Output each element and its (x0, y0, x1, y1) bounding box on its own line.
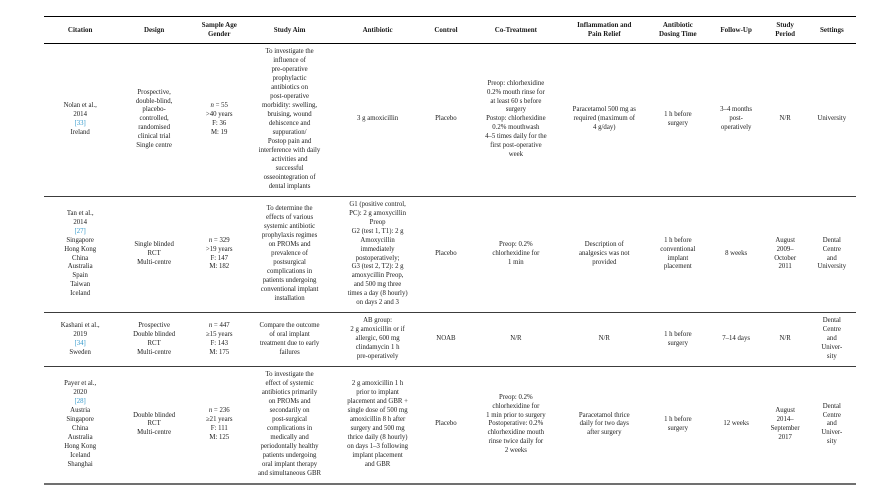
cell-design: Double blinded RCT Multi-centre (133, 411, 176, 437)
cell-pain: Description of analgesics was not provided (562, 196, 646, 313)
cell-cotreat: Preop: 0.2% chlorhexidine for 1 min (469, 196, 562, 313)
table-header-row (44, 17, 856, 44)
cell-citation: Kashani et al., 2019 [34] Sweden (44, 313, 116, 367)
cell-aim: To investigate the effect of systemic antibiotics primarily on PROMs and secondarily on post-surgical complications in medically and periodontally healthy patients undergoing oral implant therapy and simultaneous GBR (258, 371, 322, 477)
cell-sample: n = 447 ≥15 years F: 143 M: 175 (192, 313, 247, 367)
column-header-dosing: Antibiotic Dosing Time (646, 17, 710, 44)
cell-aim: Compare the outcome of oral implant treatment due to early failures (247, 313, 333, 367)
cell-sample: n = 236 ≥21 years F: 111 M: 125 (205, 407, 233, 441)
cell-dosing: 1 h before surgery (664, 416, 692, 432)
column-header-antibiotic: Antibiotic (333, 17, 423, 44)
cell-period: August 2009– October 2011 (763, 196, 808, 313)
cell-pain: Paracetamol thrice daily for two days after surgery (578, 411, 630, 437)
cell-antibiotic: G1 (positive control, PC): 2 g amoxycillin Preop G2 (test 1, T1): 2 g Amoxycillin immediately postoperatively; G3 (test 2, T2): 2 g amoxycillin Preop, and 500 mg three times a day (8 hourly) on days 2 and 3 (333, 196, 423, 313)
cell-design: Single blinded RCT Multi-centre (116, 196, 192, 313)
sample-size-n: n (208, 236, 213, 244)
table-row (44, 44, 856, 197)
citation-ref-link[interactable]: [27] (74, 227, 86, 235)
cell-aim: To investigate the influence of pre-operative prophylactic antibiotics on post-operative morbidity: swelling, bruising, wound dehiscence and suppuration/ Postop pain and interference with daily activities and successful osseointegration of dental implants (247, 44, 333, 197)
column-header-aim: Study Aim (247, 17, 333, 44)
cell-period: N/R (763, 313, 808, 367)
cell-cotreat: Preop: chlorhexidine 0.2% mouth rinse for at least 60 s before surgery Postop: chlorhexidine 0.2% mouthwash 4–5 times daily for the first post-operative week (469, 44, 562, 197)
cell-control: Placebo (423, 196, 470, 313)
cell-pain: Paracetamol 500 mg as required (maximum of 4 g/day) (562, 44, 646, 197)
cell-antibiotic: 3 g amoxicillin (333, 44, 423, 197)
column-header-cotreat: Co-Treatment (469, 17, 562, 44)
cell-settings: Dental Centre and University (808, 196, 856, 313)
study-characteristics-table (44, 16, 856, 485)
cell-period: August 2014– September 2017 (770, 407, 800, 441)
cell-settings: Dental Centre and Univer- sity (821, 402, 843, 446)
cell-settings: University (808, 44, 856, 197)
cell-sample: n = 55 >40 years F: 36 M: 19 (192, 44, 247, 197)
cell-aim: To determine the effects of various systemic antibiotic prophylaxis regimes on PROMs and prevalence of postsurgical complications in patients undergoing conventional implant installation (247, 196, 333, 313)
column-header-control: Control (423, 17, 470, 44)
cell-period: N/R (763, 44, 808, 197)
sample-size-n: n (208, 407, 213, 415)
cell-citation: Nolan et al., 2014 [33] Ireland (44, 44, 116, 197)
citation-ref-link[interactable]: [28] (74, 398, 86, 406)
cell-cotreat: N/R (469, 313, 562, 367)
cell-control: NOAB (423, 313, 470, 367)
column-header-citation: Citation (44, 17, 116, 44)
cell-dosing: 1 h before conventional implant placement (646, 196, 710, 313)
column-header-period: Study Period (763, 17, 808, 44)
cell-followup: 12 weeks (723, 420, 749, 428)
table-row (44, 367, 856, 484)
cell-control: Placebo (423, 44, 470, 197)
table-row (44, 313, 856, 367)
column-header-pain: Inflammation and Pain Relief (562, 17, 646, 44)
column-header-sample: Sample Age Gender (192, 17, 247, 44)
cell-followup: 7–14 days (710, 313, 763, 367)
cell-citation: Tan et al., 2014 [27] Singapore Hong Kong China Australia Spain Taiwan Iceland (44, 196, 116, 313)
cell-antibiotic: AB group: 2 g amoxicillin or if allergic, 600 mg clindamycin 1 h pre-operatively (333, 313, 423, 367)
column-header-design: Design (116, 17, 192, 44)
column-header-followup: Follow-Up (710, 17, 763, 44)
sample-size-n: n (210, 102, 214, 109)
cell-control: Placebo (435, 420, 457, 428)
table-row (44, 196, 856, 313)
column-header-settings: Settings (808, 17, 856, 44)
cell-pain: N/R (562, 313, 646, 367)
citation-ref-link[interactable]: [34] (74, 339, 86, 347)
cell-dosing: 1 h before surgery (646, 313, 710, 367)
sample-size-n: n (208, 321, 213, 329)
cell-followup: 8 weeks (710, 196, 763, 313)
citation-ref-link[interactable]: [33] (74, 119, 86, 127)
cell-antibiotic: 2 g amoxicillin 1 h prior to implant placement and GBR + single dose of 500 mg amoxicillin 8 h after surgery and 500 mg thrice daily (8 hourly) on days 1–3 following implant placement and GBR (347, 380, 409, 468)
cell-settings: Dental Centre and Univer- sity (808, 313, 856, 367)
cell-dosing: 1 h before surgery (646, 44, 710, 197)
cell-design: Prospective Double blinded RCT Multi-centre (116, 313, 192, 367)
cell-citation: Payer et al., 2020 [28] Austria Singapore China Australia Hong Kong Iceland Shanghai (64, 380, 97, 468)
cell-sample: n = 329 >19 years F: 147 M: 182 (192, 196, 247, 313)
cell-cotreat: Preop: 0.2% chlorhexidine for 1 min prior to surgery Postoperative: 0.2% chlorhexidine mouth rinse twice daily for 2 weeks (486, 393, 546, 455)
cell-design: Prospective, double-blind, placebo- controlled, randomised clinical trial Single centre (116, 44, 192, 197)
cell-followup: 3–4 months post- operatively (710, 44, 763, 197)
